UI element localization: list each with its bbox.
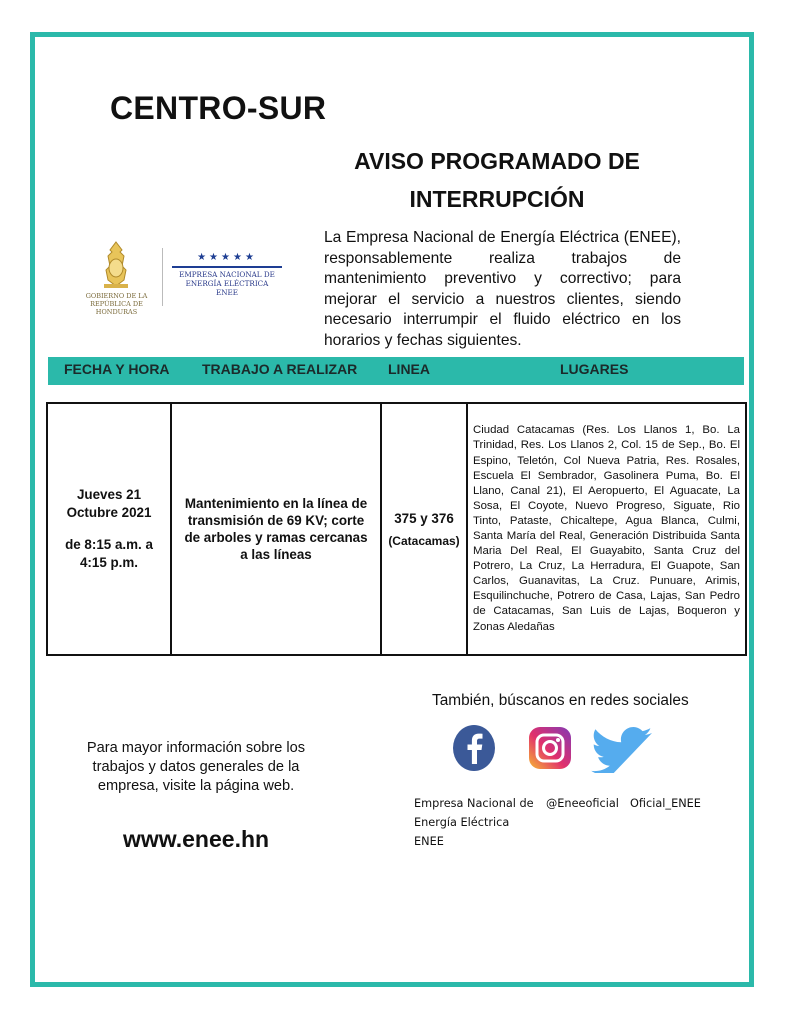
- stars-icon: ★★★★★: [197, 252, 257, 263]
- government-logo: [74, 238, 159, 314]
- notice-title: [322, 142, 672, 218]
- coat-of-arms-icon: [96, 240, 136, 292]
- date-line2: Octubre 2021: [66, 505, 152, 520]
- enee-caption-line2: ENERGÍA ELÉCTRICA: [185, 279, 269, 288]
- instagram-handle: @Eneeoficial: [546, 797, 619, 810]
- social-title: También, búscanos en redes sociales: [432, 692, 689, 709]
- logo-bar: [172, 266, 282, 268]
- cell-places: Ciudad Catacamas (Res. Los Llanos 1, Bo. La Trinidad, Res. Los Llanos 2, Col. 15 de Sep., Bo. El Espino, Teletón, Col Nueva Patria, Res. Rosales, Escuela El Sembrador, Gasolinera Puma, Bo. El Llano, Canal 21), El Aeropuerto, El Aguacate, La Sosa, El Coyote, Nuevo Progreso, Siguate, Rio Tinto, Pataste, Chicaltepe, Agua Blanca, Culmi, Santa María del Real, Generación Distribuida Santa Maria Del Real, El Guayabito, Santa Cruz del Potrero, La Cruz, La Herradura, El Guapote, San Carlos, Guanavitas, La Cruz. Punuare, Arimis, Esquilinchuche, Potrero de Casa, Lajas, San Pedro de Catacamas, San Luis de Lajas, Boqueron y Zonas Aledañas: [467, 403, 746, 655]
- enee-caption-line3: ENEE: [215, 288, 239, 297]
- government-caption-line2: REPÚBLICA DE HONDURAS: [90, 300, 143, 316]
- government-caption-line1: GOBIERNO DE LA: [85, 292, 148, 300]
- header-places: LUGARES: [560, 361, 629, 377]
- website-link[interactable]: www.enee.hn: [122, 826, 270, 852]
- enee-caption-line1: EMPRESA NACIONAL DE: [179, 270, 275, 279]
- header-date-time: FECHA Y HORA: [64, 361, 170, 377]
- facebook-name-line1: Empresa Nacional de: [414, 797, 534, 810]
- line-area: (Catacamas): [388, 533, 460, 548]
- cell-date-time: [47, 403, 171, 655]
- time-range: de 8:15 a.m. a 4:15 p.m.: [65, 537, 153, 570]
- schedule-table: [46, 402, 747, 656]
- region-title: CENTRO-SUR: [110, 90, 327, 126]
- logo-divider: [162, 248, 163, 306]
- facebook-name: [414, 794, 534, 851]
- twitter-handle: Oficial_ENEE: [630, 797, 701, 810]
- logos: [74, 238, 294, 318]
- info-text: Para mayor información sobre los trabajos y datos generales de la empresa, visite la página web.: [86, 740, 306, 794]
- facebook-name-line2: Energía Eléctrica: [414, 816, 510, 829]
- notice-title-line1: AVISO PROGRAMADO DE: [354, 148, 640, 174]
- notice-title-line2: INTERRUPCIÓN: [409, 186, 585, 212]
- header-line: LINEA: [388, 361, 430, 377]
- cell-work: Mantenimiento en la línea de transmisión de 69 KV; corte de arboles y ramas cercanas a las líneas: [171, 403, 381, 655]
- facebook-name-line3: ENEE: [414, 835, 444, 848]
- header-work: TRABAJO A REALIZAR: [202, 361, 358, 377]
- twitter-icon[interactable]: [590, 727, 654, 773]
- date-line1: Jueves 21: [76, 487, 142, 502]
- facebook-icon[interactable]: [452, 724, 496, 772]
- instagram-icon[interactable]: [528, 726, 572, 770]
- intro-paragraph: La Empresa Nacional de Energía Eléctrica (ENEE), responsablemente realiza trabajos de mantenimiento preventivo y correctivo; para mejorar el servicio a nuestros clientes, siendo necesario interrumpir el fluido eléctrico en los horarios y fechas siguientes.: [324, 229, 681, 349]
- line-number: 375 y 376: [394, 510, 454, 526]
- table-header-bar: [48, 357, 744, 385]
- enee-logo: [168, 252, 286, 297]
- table-row: [47, 403, 746, 655]
- cell-line: [381, 403, 467, 655]
